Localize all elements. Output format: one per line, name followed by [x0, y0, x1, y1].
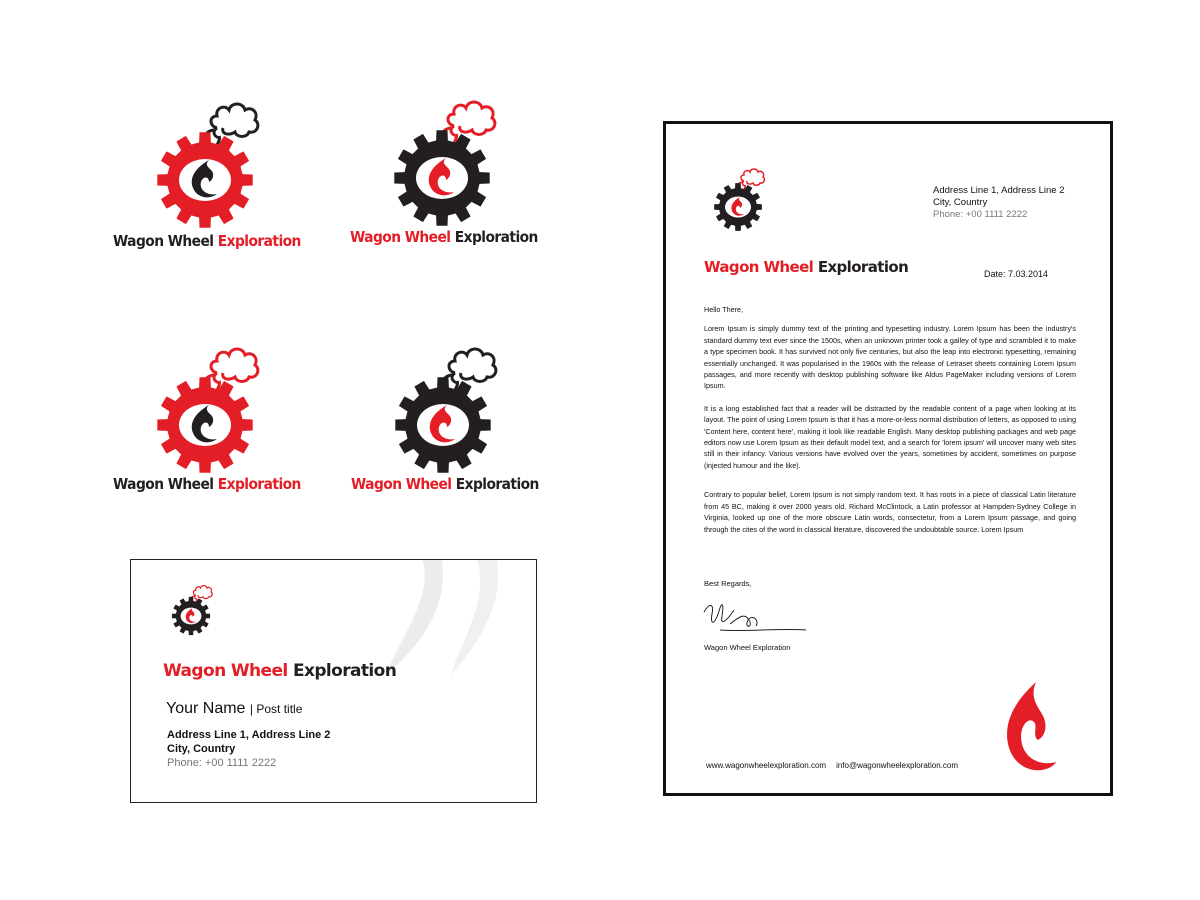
letterhead-wordmark: Wagon Wheel Exploration — [704, 258, 909, 276]
business-card — [130, 559, 537, 803]
card-wordmark: Wagon Wheel Exploration — [163, 661, 397, 681]
gear-flame-logo-icon — [105, 90, 305, 230]
logo-wordmark: Wagon Wheel Exploration — [113, 232, 301, 250]
logo-wordmark: Wagon Wheel Exploration — [113, 475, 301, 493]
logo-wordmark: Wagon Wheel Exploration — [351, 475, 539, 493]
card-address: Address Line 1, Address Line 2 City, Country Phone: +00 1111 2222 — [167, 729, 331, 769]
letter-paragraph: Lorem Ipsum is simply dummy text of the printing and typesetting industry. Lorem Ipsum has been the industry's standard dummy text ever since the 1500s, when an unknown printer took a galley of type and scrambled it to make a type specimen book. It has survived not only five centuries, but also the leap into electronic typesetting, remaining essentially unchanged. It was popularised in the 1960s with the release of Letraset sheets containing Lorem Ipsum passages, and more recently with desktop publishing software like Aldus PageMaker including versions of Lorem Ipsum. — [704, 324, 1076, 391]
letter-greeting: Hello There, — [704, 305, 744, 314]
gear-flame-logo-icon — [151, 568, 231, 648]
gear-flame-logo-icon — [342, 88, 542, 228]
letter-paragraph: It is a long established fact that a reader will be distracted by the readable content of a page when looking at its layout. The point of using Lorem Ipsum is that it has a more-or-less normal distribution of letters, as opposed to using 'Content here, content here', making it look like readable English. Many desktop publishing packages and web page editors now use Lorem Ipsum as their default model text, and a search for 'lorem ipsum' will uncover many web sites still in their infancy. Various versions have evolved over the years, sometimes by accident, sometimes on purpose (injected humour and the like). — [704, 403, 1076, 470]
signature-icon — [700, 594, 810, 639]
logo-variant-4 — [343, 335, 543, 495]
logo-variant-3 — [105, 335, 305, 495]
letter-regards: Best Regards, — [704, 579, 752, 588]
letter-paragraph: Contrary to popular belief, Lorem Ipsum is not simply random text. It has roots in a piece of classical Latin literature from 45 BC, making it over 2000 years old. Richard McClintock, a Latin professor at Hampden-Sydney College in Virginia, looked up one of the more obscure Latin words, consectetur, from a Lorem Ipsum passage, and going through the cites of the word in classical literature, discovered the undoubtable source. Lorem Ipsum — [704, 490, 1076, 534]
logo-variant-2 — [342, 88, 542, 248]
gear-flame-logo-icon — [105, 335, 305, 475]
letterhead-footer — [706, 761, 968, 770]
letter-body — [704, 304, 1076, 546]
letter-signature-name: Wagon Wheel Exploration — [704, 643, 791, 652]
letter-date: Date: 7.03.2014 — [984, 269, 1049, 279]
decorative-swoosh-icon — [381, 559, 537, 675]
gear-flame-logo-icon — [688, 142, 788, 252]
website-link[interactable]: www.wagonwheelexploration.com — [706, 761, 827, 770]
gear-flame-logo-icon — [343, 335, 543, 475]
email-link[interactable]: info@wagonwheelexploration.com — [836, 761, 959, 770]
letterhead — [663, 121, 1113, 796]
letterhead-address: Address Line 1, Address Line 2 City, Country Phone: +00 1111 2222 — [933, 185, 1065, 220]
logo-variant-1 — [105, 90, 305, 250]
flame-icon — [1002, 680, 1058, 772]
card-name: Your Name | Post title — [166, 700, 303, 717]
logo-wordmark: Wagon Wheel Exploration — [350, 228, 538, 246]
